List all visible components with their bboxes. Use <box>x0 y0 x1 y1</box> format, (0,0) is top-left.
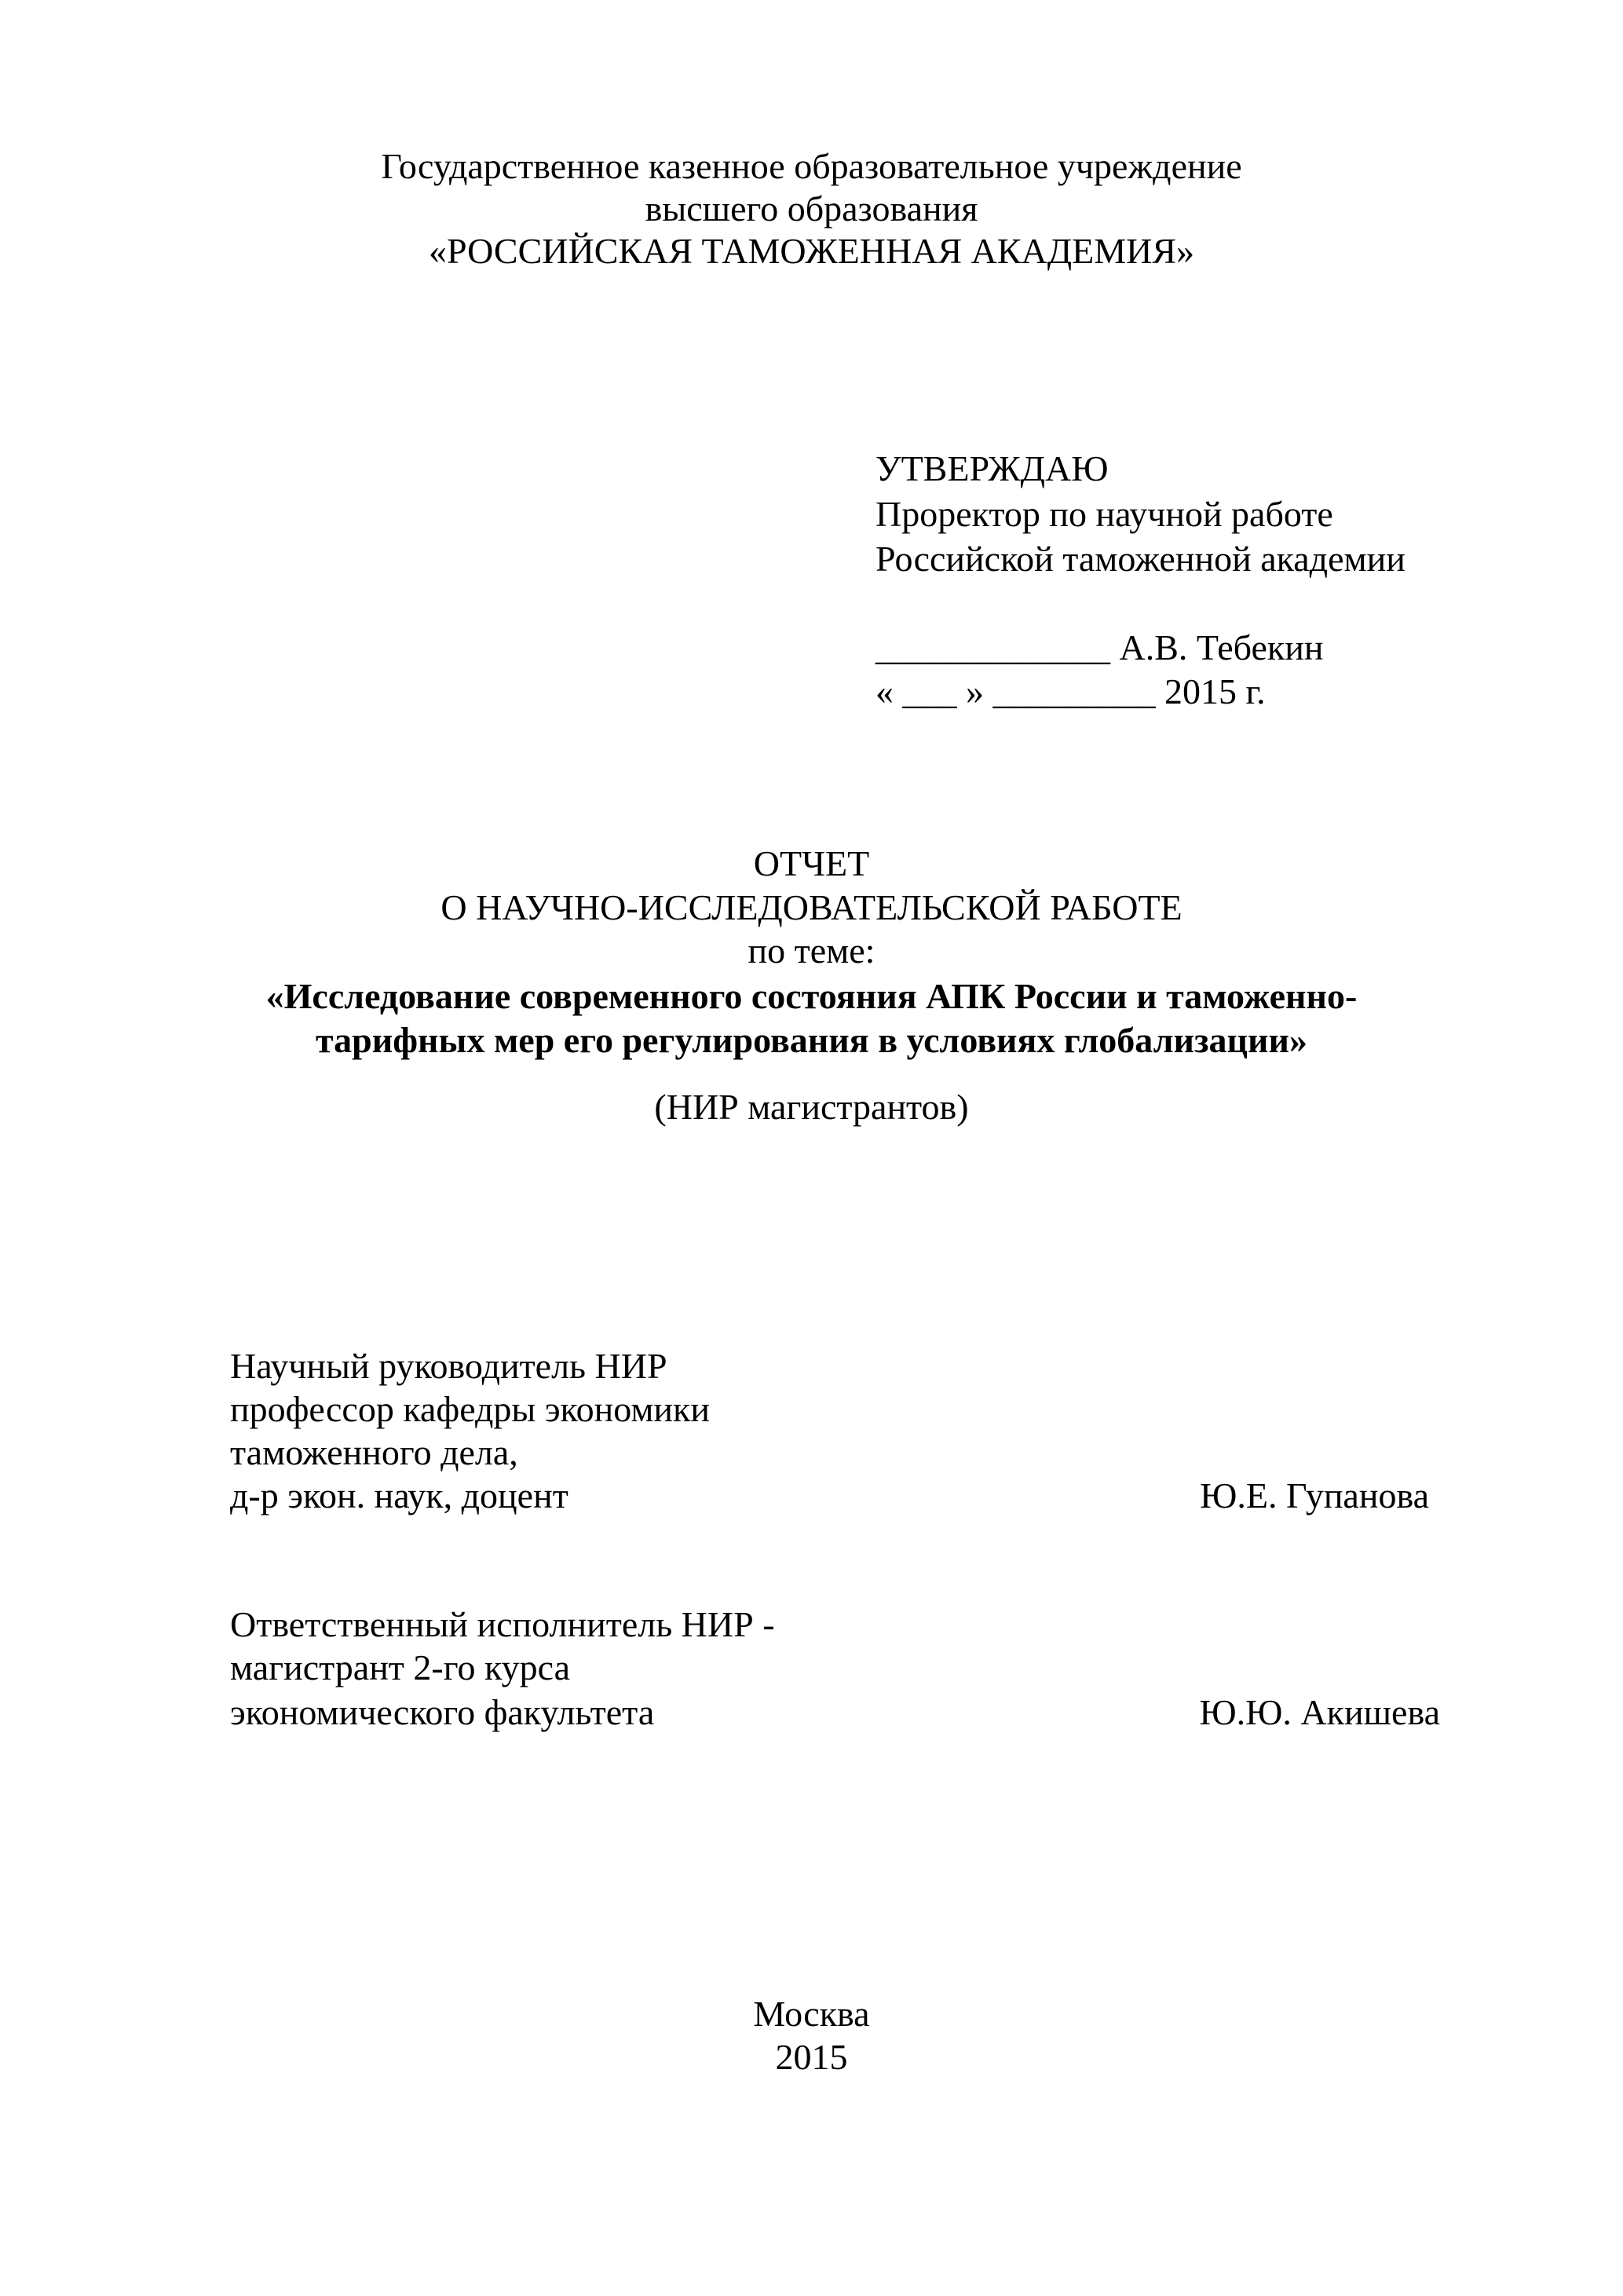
institution-line-1: Государственное казенное образовательное учреждение <box>381 146 1242 186</box>
executor-role-line-1: Ответственный исполнитель НИР - <box>230 1604 775 1644</box>
report-topic-line-1: «Исследование современного состояния АПК России и таможенно- <box>265 976 1358 1016</box>
institution-name: «РОССИЙСКАЯ ТАМОЖЕННАЯ АКАДЕМИЯ» <box>428 231 1195 271</box>
approval-position-line-2: Российской таможенной академии <box>875 539 1406 579</box>
executor-name: Ю.Ю. Акишева <box>1199 1692 1440 1732</box>
footer-year: 2015 <box>775 2037 848 2077</box>
supervisor-role-line-1: Научный руководитель НИР <box>230 1346 667 1386</box>
approval-title: УТВЕРЖДАЮ <box>875 448 1109 488</box>
report-topic-line-2: тарифных мер его регулирования в условиях глобализации» <box>315 1020 1308 1060</box>
report-topic-intro: по теме: <box>748 930 875 971</box>
institution-line-2: высшего образования <box>645 188 978 229</box>
executor-role-line-3: экономического факультета <box>230 1692 655 1732</box>
report-title: ОТЧЕТ <box>753 843 870 883</box>
supervisor-role-line-2: профессор кафедры экономики <box>230 1389 711 1429</box>
footer-city: Москва <box>753 1994 870 2034</box>
report-subtitle: О НАУЧНО-ИССЛЕДОВАТЕЛЬСКОЙ РАБОТЕ <box>440 887 1183 927</box>
supervisor-name: Ю.Е. Гупанова <box>1200 1475 1429 1515</box>
report-type-note: (НИР магистрантов) <box>654 1087 969 1127</box>
approval-position-line-1: Проректор по научной работе <box>875 494 1333 534</box>
approval-date-line: « ___ » _________ 2015 г. <box>875 671 1266 711</box>
executor-role-line-2: магистрант 2-го курса <box>230 1647 571 1687</box>
approval-signature-line: _____________ А.В. Тебекин <box>875 627 1324 667</box>
supervisor-role-line-3: таможенного дела, <box>230 1432 518 1472</box>
supervisor-degree: д-р экон. наук, доцент <box>230 1475 568 1515</box>
